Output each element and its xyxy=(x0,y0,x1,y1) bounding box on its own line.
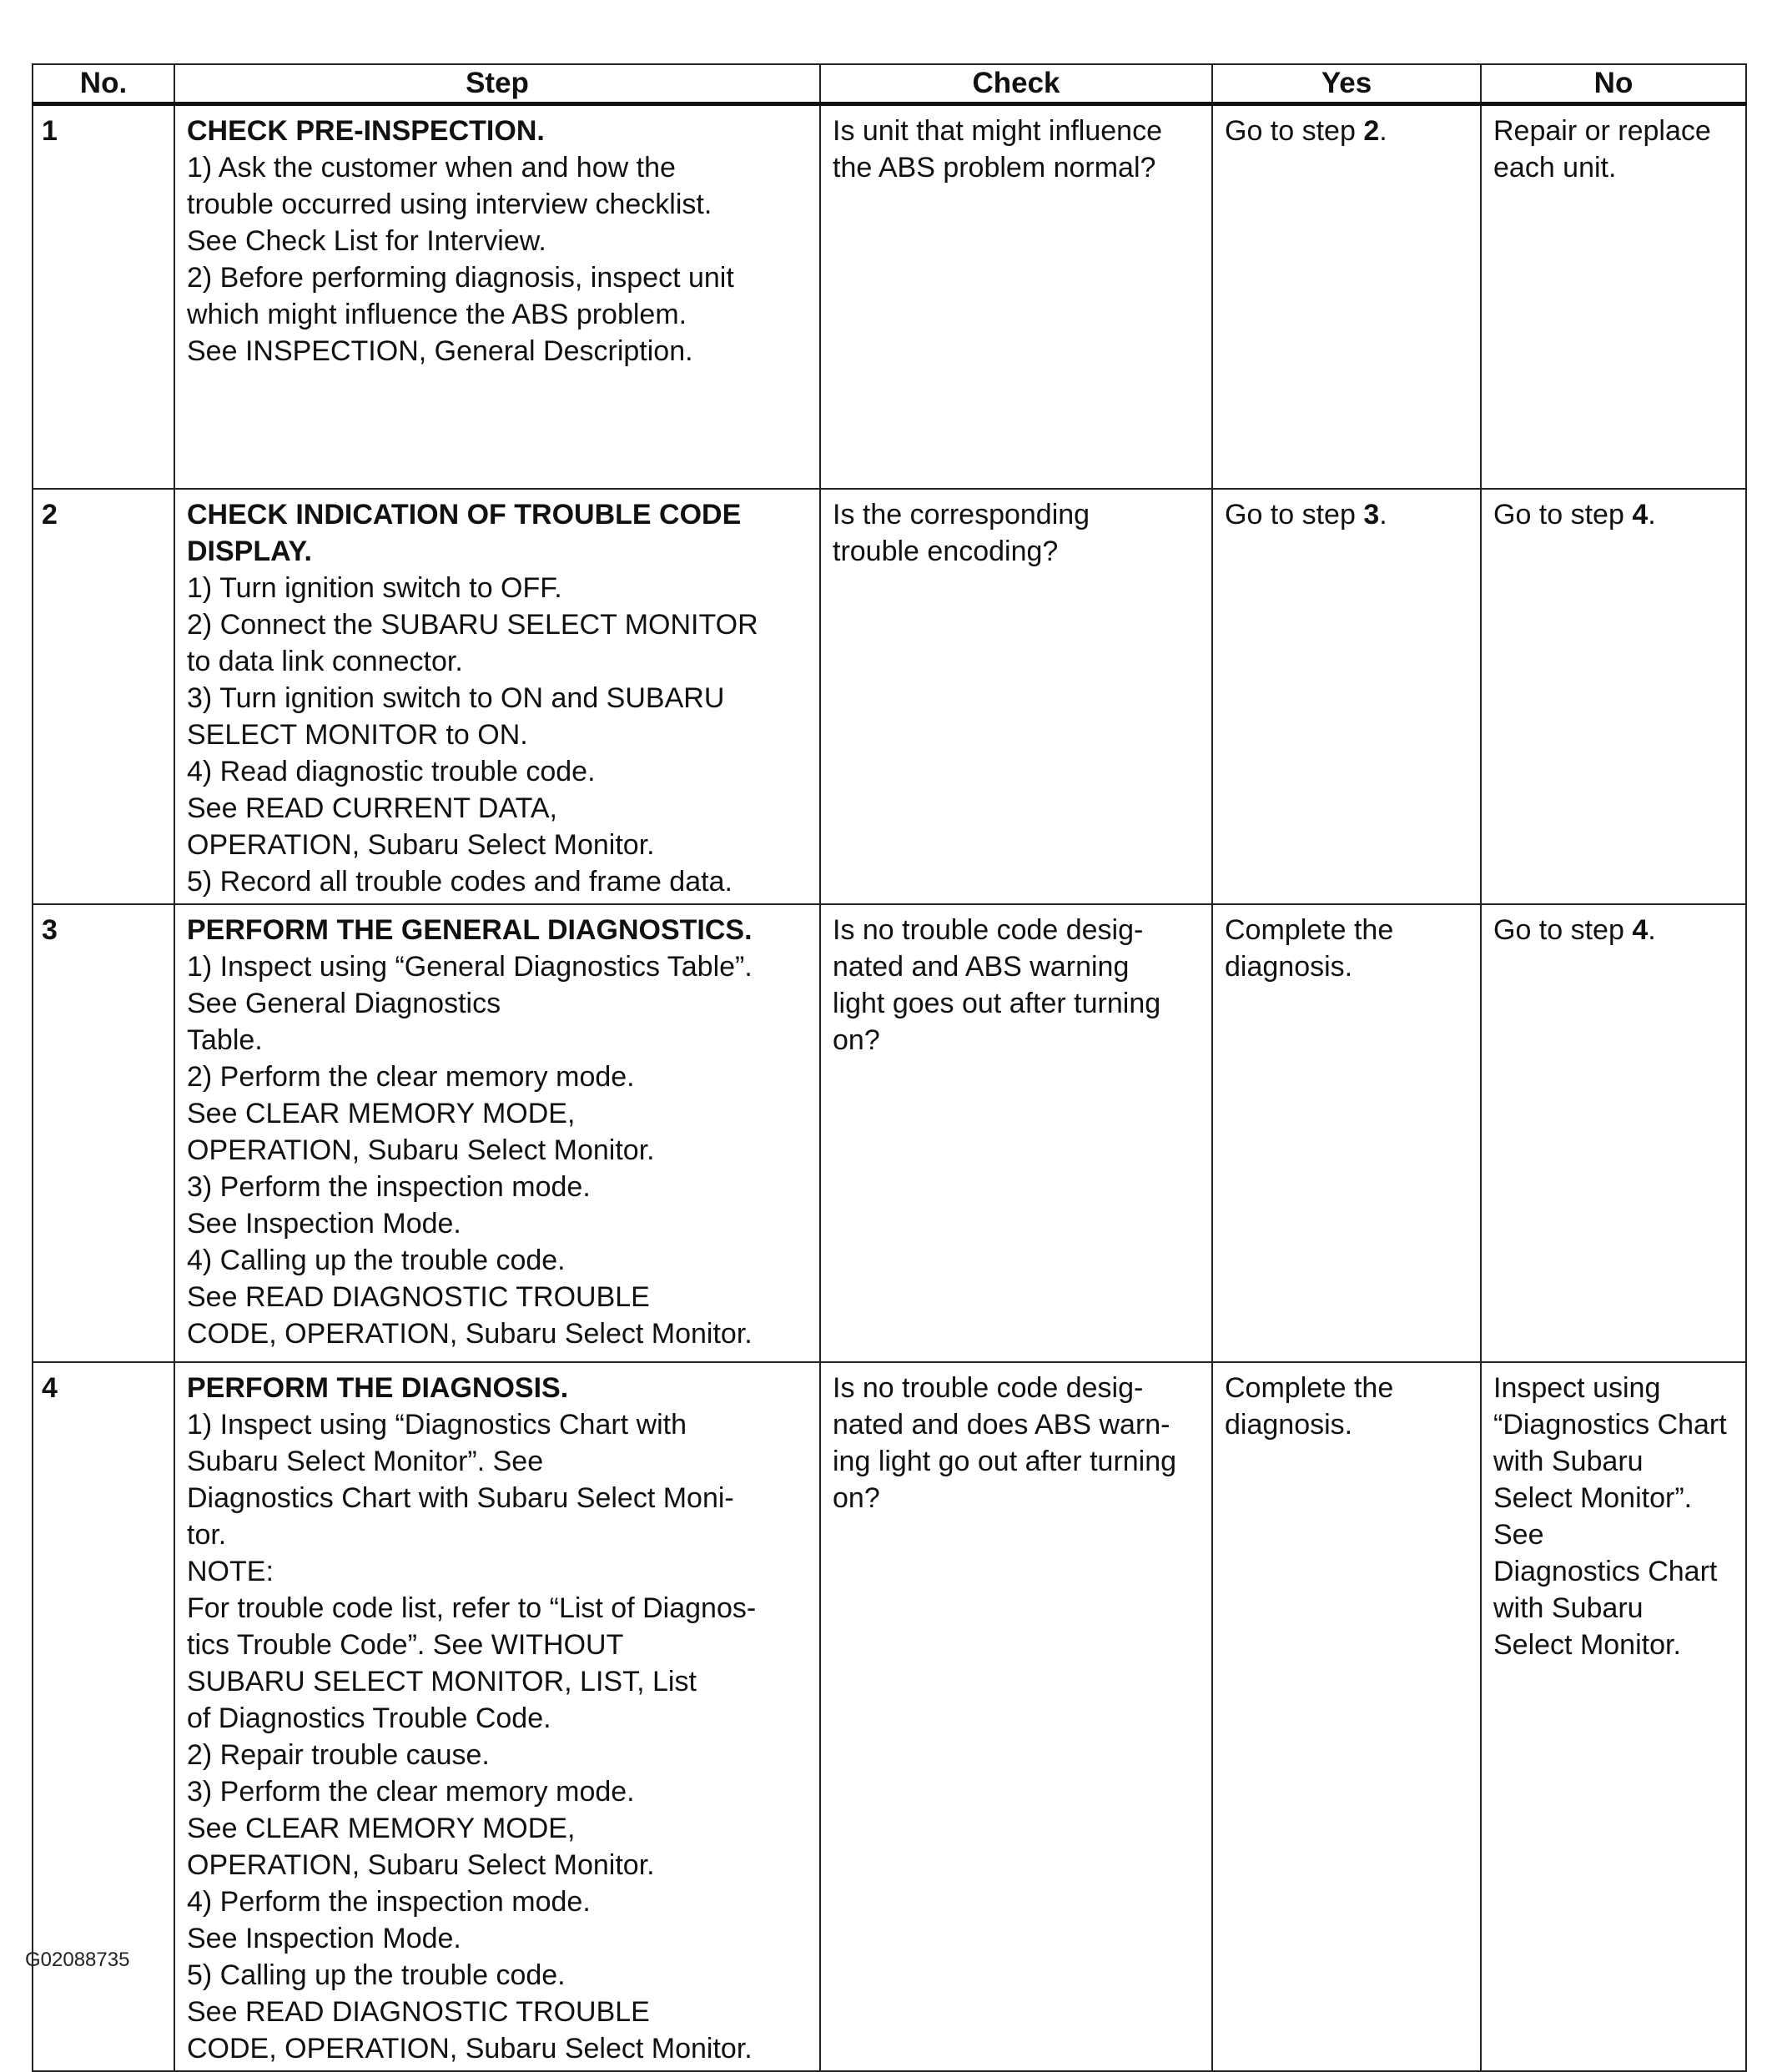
no-action: Go to step xyxy=(1493,913,1633,946)
step-line: See Inspection Mode. xyxy=(187,1207,461,1240)
step-line: See General Diagnostics xyxy=(187,987,501,1019)
row-number: 1 xyxy=(42,115,58,147)
step-line: OPERATION, Subaru Select Monitor. xyxy=(187,1134,655,1166)
yes-action: Complete the diagnosis. xyxy=(1225,1371,1394,1441)
step-line: See CLEAR MEMORY MODE, xyxy=(187,1812,576,1844)
step-line: tor. xyxy=(187,1518,227,1551)
check-cell xyxy=(820,489,1212,904)
step-line: CODE, OPERATION, Subaru Select Monitor. xyxy=(187,2032,753,2064)
step-line: See READ CURRENT DATA, xyxy=(187,792,557,824)
table-row xyxy=(33,104,1746,489)
check-question: Is no trouble code desig- nated and ABS warning light goes out after turning on? xyxy=(833,913,1161,1056)
step-line: See Inspection Mode. xyxy=(187,1922,461,1954)
yes-cell xyxy=(1212,1362,1481,2071)
step-title: CHECK INDICATION OF TROUBLE CODE DISPLAY. xyxy=(187,498,742,567)
step-line: 3) Turn ignition switch to ON and SUBARU xyxy=(187,681,725,714)
step-line: Subaru Select Monitor”. See xyxy=(187,1445,544,1477)
row-number: 3 xyxy=(42,913,58,946)
check-cell xyxy=(820,104,1212,489)
header-check: Check xyxy=(820,64,1212,104)
step-line: which might influence the ABS problem. xyxy=(187,299,687,330)
step-line: OPERATION, Subaru Select Monitor. xyxy=(187,1848,655,1881)
check-question: Is the corresponding trouble encoding? xyxy=(833,498,1090,567)
step-line: CODE, OPERATION, Subaru Select Monitor. xyxy=(187,1317,753,1350)
no-cell xyxy=(1481,904,1746,1362)
check-cell xyxy=(820,1362,1212,2071)
step-line: 4) Perform the inspection mode. xyxy=(187,1885,591,1918)
step-line: tics Trouble Code”. See WITHOUT xyxy=(187,1628,624,1661)
step-line: of Diagnostics Trouble Code. xyxy=(187,1702,551,1734)
step-line: 5) Calling up the trouble code. xyxy=(187,1959,566,1991)
step-line: 3) Perform the clear memory mode. xyxy=(187,1775,635,1808)
step-cell xyxy=(174,489,820,904)
step-line: See INSPECTION, General Description. xyxy=(187,335,693,367)
step-cell xyxy=(174,1362,820,2071)
row-number-cell xyxy=(33,489,174,904)
yes-step-number: 2 xyxy=(1363,115,1380,147)
yes-step-number: 3 xyxy=(1363,498,1380,531)
no-cell xyxy=(1481,489,1746,904)
step-line: 1) Inspect using “General Diagnostics Table”. xyxy=(187,950,753,983)
no-cell xyxy=(1481,1362,1746,2071)
no-action-text: Repair or replace each unit. xyxy=(1493,115,1711,184)
yes-cell xyxy=(1212,904,1481,1362)
step-line: For trouble code list, refer to “List of Diagnos- xyxy=(187,1592,757,1624)
yes-cell xyxy=(1212,489,1481,904)
table-row xyxy=(33,1362,1746,2071)
table-row xyxy=(33,904,1746,1362)
header-yes: Yes xyxy=(1212,64,1481,104)
header-step: Step xyxy=(174,64,820,104)
step-line: 3) Perform the inspection mode. xyxy=(187,1170,591,1203)
step-title: PERFORM THE GENERAL DIAGNOSTICS. xyxy=(187,913,753,946)
no-step-number: 4 xyxy=(1632,498,1649,531)
row-number: 4 xyxy=(42,1371,58,1404)
step-line: See CLEAR MEMORY MODE, xyxy=(187,1097,576,1129)
step-line: to data link connector. xyxy=(187,645,463,677)
yes-action: Go to step xyxy=(1225,498,1364,531)
table-body xyxy=(33,104,1746,2071)
step-cell xyxy=(174,104,820,489)
step-line: SUBARU SELECT MONITOR, LIST, List xyxy=(187,1665,697,1697)
row-number-cell xyxy=(33,104,174,489)
step-line: 2) Repair trouble cause. xyxy=(187,1738,490,1771)
no-suffix: . xyxy=(1648,913,1656,946)
step-line: Table. xyxy=(187,1023,263,1056)
diagnostic-procedure-table xyxy=(32,63,1747,2072)
row-number: 2 xyxy=(42,498,58,531)
figure-code: G02088735 xyxy=(25,1949,130,1971)
step-line: See READ DIAGNOSTIC TROUBLE xyxy=(187,1995,650,2028)
no-cell xyxy=(1481,104,1746,489)
step-line: 5) Record all trouble codes and frame data. xyxy=(187,865,732,898)
step-line: See READ DIAGNOSTIC TROUBLE xyxy=(187,1280,650,1313)
step-line: trouble occurred using interview checklist. xyxy=(187,189,712,220)
step-line: 4) Calling up the trouble code. xyxy=(187,1244,566,1276)
step-line: 1) Turn ignition switch to OFF. xyxy=(187,571,562,604)
row-number-cell xyxy=(33,904,174,1362)
yes-suffix: . xyxy=(1379,498,1387,531)
table-row xyxy=(33,489,1746,904)
step-line: See Check List for Interview. xyxy=(187,225,546,257)
yes-cell xyxy=(1212,104,1481,489)
check-question: Is unit that might influence the ABS problem normal? xyxy=(833,115,1163,184)
step-line: Diagnostics Chart with Subaru Select Moni- xyxy=(187,1481,734,1514)
check-question: Is no trouble code desig- nated and does ABS warn- ing light go out after turning on? xyxy=(833,1371,1177,1514)
step-line: 4) Read diagnostic trouble code. xyxy=(187,755,596,787)
step-line: 2) Connect the SUBARU SELECT MONITOR xyxy=(187,608,758,641)
table-header-row xyxy=(33,64,1746,104)
no-suffix: . xyxy=(1648,498,1656,531)
yes-action: Complete the diagnosis. xyxy=(1225,913,1394,983)
yes-suffix: . xyxy=(1379,115,1387,147)
no-action-text: Inspect using “Diagnostics Chart with Subaru Select Monitor”. See Diagnostics Chart with Subaru Select Monitor. xyxy=(1493,1371,1727,1661)
step-cell xyxy=(174,904,820,1362)
step-line: OPERATION, Subaru Select Monitor. xyxy=(187,828,655,861)
step-line: SELECT MONITOR to ON. xyxy=(187,718,528,751)
step-title: CHECK PRE-INSPECTION. xyxy=(187,115,545,147)
no-step-number: 4 xyxy=(1632,913,1649,946)
step-title: PERFORM THE DIAGNOSIS. xyxy=(187,1371,569,1404)
yes-action: Go to step xyxy=(1225,115,1364,147)
header-no-result: No xyxy=(1481,64,1746,104)
header-no: No. xyxy=(33,64,174,104)
step-line: 1) Inspect using “Diagnostics Chart with xyxy=(187,1408,687,1441)
step-line: NOTE: xyxy=(187,1555,274,1587)
step-line: 2) Perform the clear memory mode. xyxy=(187,1060,635,1093)
step-line: 2) Before performing diagnosis, inspect unit xyxy=(187,262,734,294)
no-action: Go to step xyxy=(1493,498,1633,531)
check-cell xyxy=(820,904,1212,1362)
step-line: 1) Ask the customer when and how the xyxy=(187,152,676,184)
